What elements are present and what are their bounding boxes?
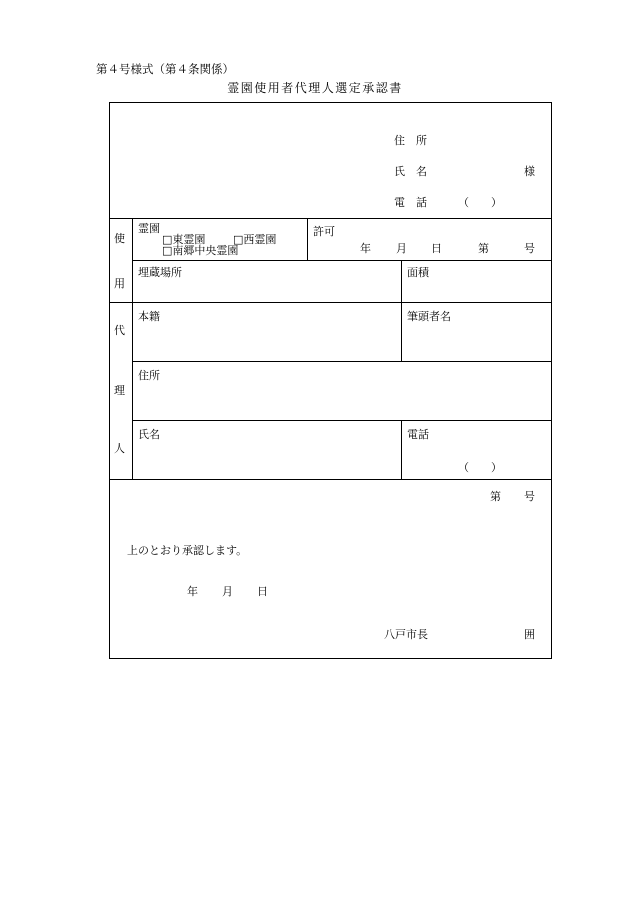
approval-statement: 上のとおり承認します。 [127, 544, 248, 557]
permit-year: 年 [360, 242, 371, 255]
side-label-ri: 理 [114, 384, 125, 397]
divider-applicant-bottom [109, 218, 552, 219]
permit-dai: 第 [478, 242, 489, 255]
agent-phone-label: 電話 [407, 428, 429, 441]
divider-honseki-bottom [132, 361, 552, 362]
divider-address-bottom [132, 420, 552, 421]
side-label-shi: 使 [114, 232, 125, 245]
approval-day: 日 [257, 585, 268, 598]
applicant-address-label: 住 所 [394, 134, 427, 147]
approval-dai: 第 [490, 490, 501, 503]
agent-address-label: 住所 [138, 369, 160, 382]
permit-label: 許可 [313, 225, 335, 238]
permit-day: 日 [431, 242, 442, 255]
divider-area [401, 260, 402, 302]
option-nango-cemetery: □南郷中央霊園 [162, 244, 239, 257]
divider-use-bottom [109, 302, 552, 303]
agent-phone-paren: （ ） [458, 461, 502, 474]
permit-month: 月 [396, 242, 407, 255]
divider-permit [307, 218, 308, 260]
agent-name-label: 氏名 [138, 428, 160, 441]
side-label-nin: 人 [114, 442, 125, 455]
side-label-you: 用 [114, 277, 125, 290]
seal-mark: 囲 [524, 628, 535, 641]
approval-go: 号 [524, 490, 535, 503]
burial-place-label: 埋蔵場所 [138, 266, 182, 279]
divider-agent-phone [401, 420, 402, 479]
approval-month: 月 [222, 585, 233, 598]
honorific-sama: 様 [524, 165, 535, 178]
honseki-label: 本籍 [138, 310, 160, 323]
form-number: 第４号様式（第４条関係） [96, 62, 234, 76]
option-west-cemetery: □西霊園 [233, 233, 277, 246]
approval-year: 年 [187, 585, 198, 598]
area-label: 面積 [407, 266, 429, 279]
applicant-name-label: 氏 名 [394, 165, 427, 178]
form-frame [109, 102, 552, 659]
divider-side-column [132, 218, 133, 479]
divider-cemetery-bottom [132, 260, 552, 261]
cemetery-label: 霊園 [138, 222, 160, 235]
mayor-name: 八戸市長 [384, 628, 428, 641]
option-east-cemetery: □東霊園 [162, 233, 206, 246]
document-title: 霊園使用者代理人選定承認書 [227, 81, 403, 95]
applicant-phone-paren: （ ） [458, 196, 502, 209]
divider-hittousha [401, 302, 402, 361]
side-label-dai: 代 [114, 324, 125, 337]
applicant-phone-label: 電 話 [394, 196, 427, 209]
permit-go: 号 [524, 242, 535, 255]
hittousha-label: 筆頭者名 [407, 310, 451, 323]
divider-agent-bottom [109, 479, 552, 480]
